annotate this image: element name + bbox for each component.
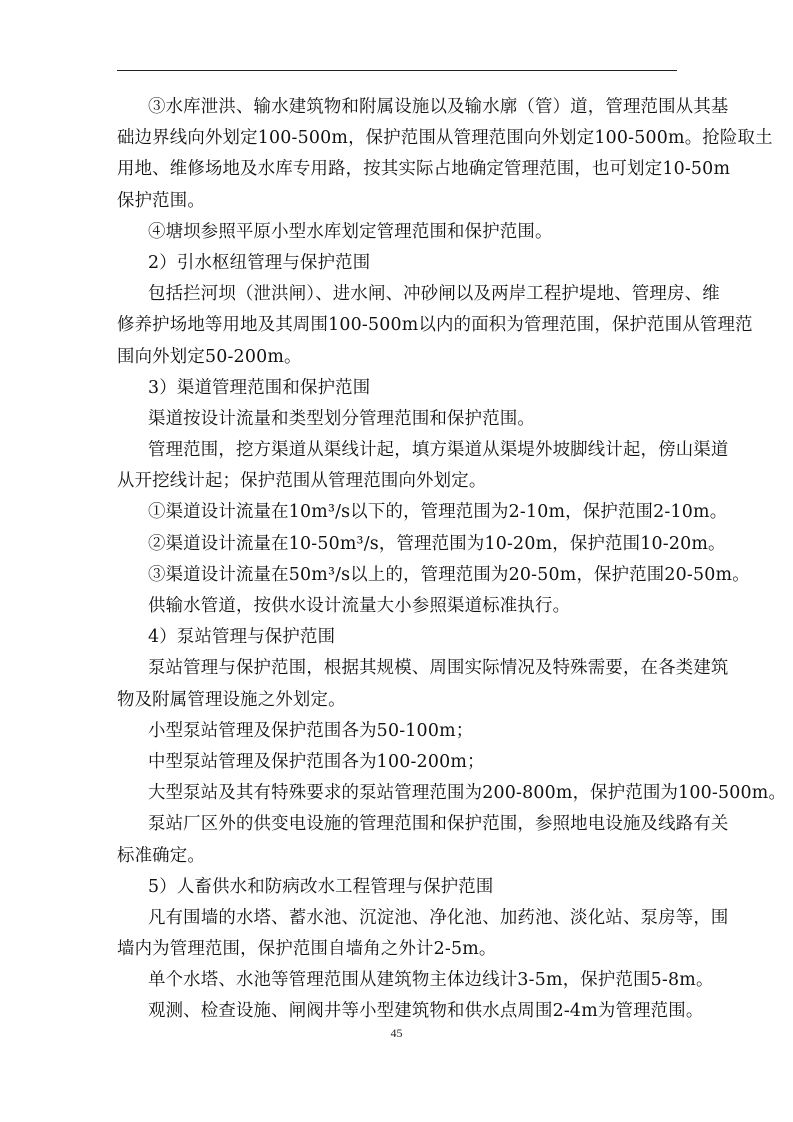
- paragraph-line: 用地、维修场地及水库专用路，按其实际占地确定管理范围，也可划定10-50m: [117, 159, 731, 180]
- paragraph-line: 供输水管道，按供水设计流量大小参照渠道标准执行。: [148, 596, 571, 616]
- header-rule: [117, 70, 677, 71]
- paragraph-line: 础边界线向外划定100-500m，保护范围从管理范围向外划定100-500m。抢险取土: [117, 128, 773, 149]
- paragraph-line: 标准确定。: [117, 845, 205, 866]
- section-heading: 5）人畜供水和防病改水工程管理与保护范围: [148, 876, 494, 897]
- paragraph-line: 凡有围墙的水塔、蓄水池、沉淀池、净化池、加药池、淡化站、泵房等，围: [148, 907, 729, 928]
- paragraph-line: 保护范围。: [117, 190, 205, 211]
- paragraph-line: ④塘坝参照平原小型水库划定管理范围和保护范围。: [148, 221, 553, 242]
- paragraph-line: 物及附属管理设施之外划定。: [117, 689, 346, 710]
- paragraph-line: 单个水塔、水池等管理范围从建筑物主体边线计3-5m，保护范围5-8m。: [148, 970, 714, 991]
- paragraph-line: 管理范围，挖方渠道从渠线计起，填方渠道从渠堤外坡脚线计起，傍山渠道: [148, 440, 729, 461]
- paragraph-line: ①渠道设计流量在10m³/s以下的，管理范围为2-10m，保护范围2-10m。: [148, 502, 728, 523]
- paragraph-line: 从开挖线计起；保护范围从管理范围向外划定。: [117, 471, 487, 492]
- paragraph-line: 泵站管理与保护范围，根据其规模、周围实际情况及特殊需要，在各类建筑: [148, 658, 729, 679]
- paragraph-line: ②渠道设计流量在10-50m³/s，管理范围为10-20m，保护范围10-20m。: [148, 533, 726, 554]
- paragraph-line: 包括拦河坝（泄洪闸）、进水闸、冲砂闸以及两岸工程护堤地、管理房、维: [148, 284, 720, 305]
- paragraph-line: 围向外划定50-200m。: [117, 346, 302, 367]
- paragraph-line: ③渠道设计流量在50m³/s以上的，管理范围为20-50m，保护范围20-50m。: [148, 564, 750, 585]
- paragraph-line: 渠道按设计流量和类型划分管理范围和保护范围。: [148, 408, 535, 429]
- paragraph-line: 墙内为管理范围，保护范围自墙角之外计2-5m。: [117, 939, 497, 960]
- paragraph-line: 泵站厂区外的供变电设施的管理范围和保护范围，参照地电设施及线路有关: [148, 814, 729, 835]
- page-number: 45: [390, 1026, 403, 1040]
- section-heading: 3）渠道管理范围和保护范围: [148, 377, 371, 398]
- page-body: [117, 92, 787, 1028]
- paragraph-line: 中型泵站管理及保护范围各为100-200m；: [148, 751, 485, 772]
- paragraph-line: 观测、检查设施、闸阀井等小型建筑物和供水点周围2-4m为管理范围。: [148, 1001, 704, 1022]
- paragraph-line: ③水库泄洪、输水建筑物和附属设施以及输水廓（管）道，管理范围从其基: [148, 97, 729, 117]
- section-heading: 4）泵站管理与保护范围: [148, 627, 336, 648]
- paragraph-line: 修养护场地等用地及其周围100-500m以内的面积为管理范围，保护范围从管理范: [117, 315, 753, 336]
- paragraph-line: 小型泵站管理及保护范围各为50-100m；: [148, 720, 474, 741]
- section-heading: 2）引水枢纽管理与保护范围: [148, 252, 371, 273]
- paragraph-line: 大型泵站及其有特殊要求的泵站管理范围为200-800m，保护范围为100-500m。: [148, 783, 787, 804]
